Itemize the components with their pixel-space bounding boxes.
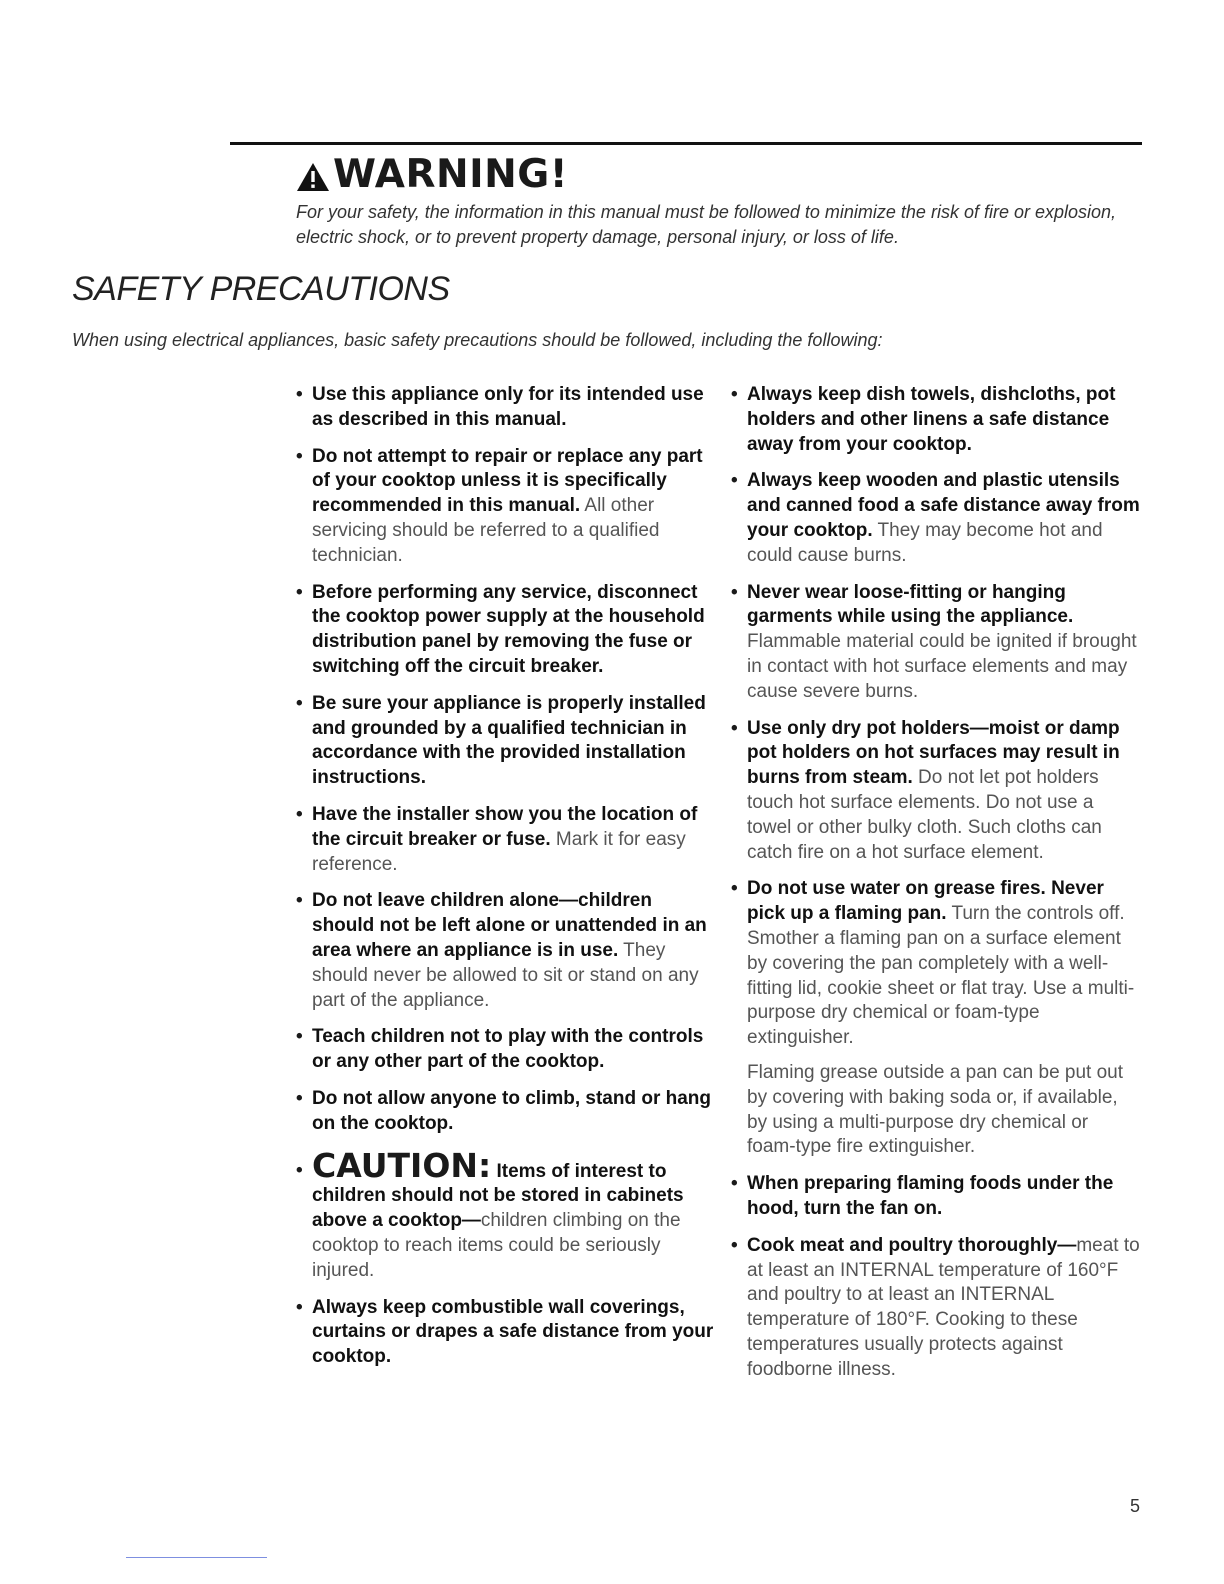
page-number: 5 [1130,1496,1141,1516]
list-item: • Use this appliance only for its intended use as described in this manual. [296,384,704,430]
warning-triangle-icon [296,162,330,192]
bullet: • [731,878,738,900]
list-item: • Never wear loose-fitting or hanging garments while using the appliance. Flammable material could be ignited if brought in contact with hot surface elements and may cause severe burns. [731,581,1137,702]
list-item: • When preparing flaming foods under the hood, turn the fan on. [731,1173,1114,1219]
bullet: • [731,384,738,405]
list-item: • Use only dry pot holders—moist or damp pot holders on hot surfaces may result in burns from steam. Do not let pot holders touch hot surface elements. Do not use a towel or other bulky cloth. Such cloths can catch fire on a hot surface element. [731,717,1120,863]
warning-text: For your safety, the information in this manual must be followed to minimize the risk of fire or explosion, electric shock, or to prevent property damage, personal injury, or loss of life. [296,202,1117,247]
list-item: • Teach children not to play with the controls or any other part of the cooktop. [296,1026,704,1073]
bullet: • [296,1087,303,1109]
grease-fire-paragraph: Flaming grease outside a pan can be put out by covering with baking soda or, if available, by using a multi-purpose dry chemical or foam-type fire extinguisher. [747,1061,1124,1158]
caution-item: • CAUTION: Items of interest to children should not be stored in cabinets above a cooktop—children climbing on the cooktop to reach items could be seriously injured. [296,1145,684,1281]
list-item: • Have the installer show you the location of the circuit breaker or fuse. Mark it for easy reference. [296,803,698,875]
list-item: • Cook meat and poultry thoroughly—meat to at least an INTERNAL temperature of 160°F and poultry to at least an INTERNAL temperature of 180°F. Cooking to these temperatures usually protects against foodborne illness. [731,1234,1140,1380]
left-column [296,383,716,1382]
bullet: • [296,445,303,467]
bullet: • [731,1173,738,1195]
bullet: • [296,1159,303,1181]
bullet: • [731,581,738,603]
list-item: • Be sure your appliance is properly installed and grounded by a qualified technician in accordance with the provided installation instructions. [296,692,706,789]
right-column [731,383,1141,1394]
bullet: • [296,581,303,603]
list-item: • Do not attempt to repair or replace any part of your cooktop unless it is specifically recommended in this manual. All other servicing should be referred to a qualified technician. [296,445,703,566]
bullet: • [296,1026,303,1048]
list-item: • Do not allow anyone to climb, stand or hang on the cooktop. [296,1087,712,1134]
caution-label: CAUTION: [312,1145,492,1185]
list-item: • Always keep combustible wall coverings, curtains or drapes a safe distance from your cooktop. [296,1296,714,1368]
list-item: • Do not use water on grease fires. Never pick up a flaming pan. Turn the controls off. Smother a flaming pan on a surface element by covering the pan completely with a well-fitting lid, cookie sheet or flat tray. Use a multi-purpose dry chemical or foam-type extinguisher. [731,878,1135,1049]
bullet: • [296,692,303,714]
list-item: • Always keep dish towels, dishcloths, pot holders and other linens a safe distance away from your cooktop. [731,384,1116,455]
list-item: • Before performing any service, disconnect the cooktop power supply at the household distribution panel by removing the fuse or switching off the circuit breaker. [296,581,705,677]
bullet: • [731,1234,738,1256]
warning-title: WARNING! [333,152,569,197]
section-title: SAFETY PRECAUTIONS [72,270,450,308]
list-item: • Do not leave children alone—children should not be left alone or unattended in an area where an appliance is in use. They should never be allowed to sit or stand on any part of the appliance. [296,890,707,1011]
bullet: • [296,803,303,825]
warning-heading [296,150,1136,200]
list-item: • Always keep wooden and plastic utensils and canned food a safe distance away from your cooktop. They may become hot and could cause burns. [731,470,1140,566]
bullet: • [731,717,738,739]
warning-box [296,150,1136,250]
bullet: • [296,384,303,405]
intro-text: When using electrical appliances, basic safety precautions should be followed, including the following: [72,330,883,350]
bullet: • [731,470,738,492]
footer-line [126,1557,267,1558]
header-rule [230,142,1142,145]
bullet: • [296,890,303,912]
bullet: • [296,1296,303,1318]
